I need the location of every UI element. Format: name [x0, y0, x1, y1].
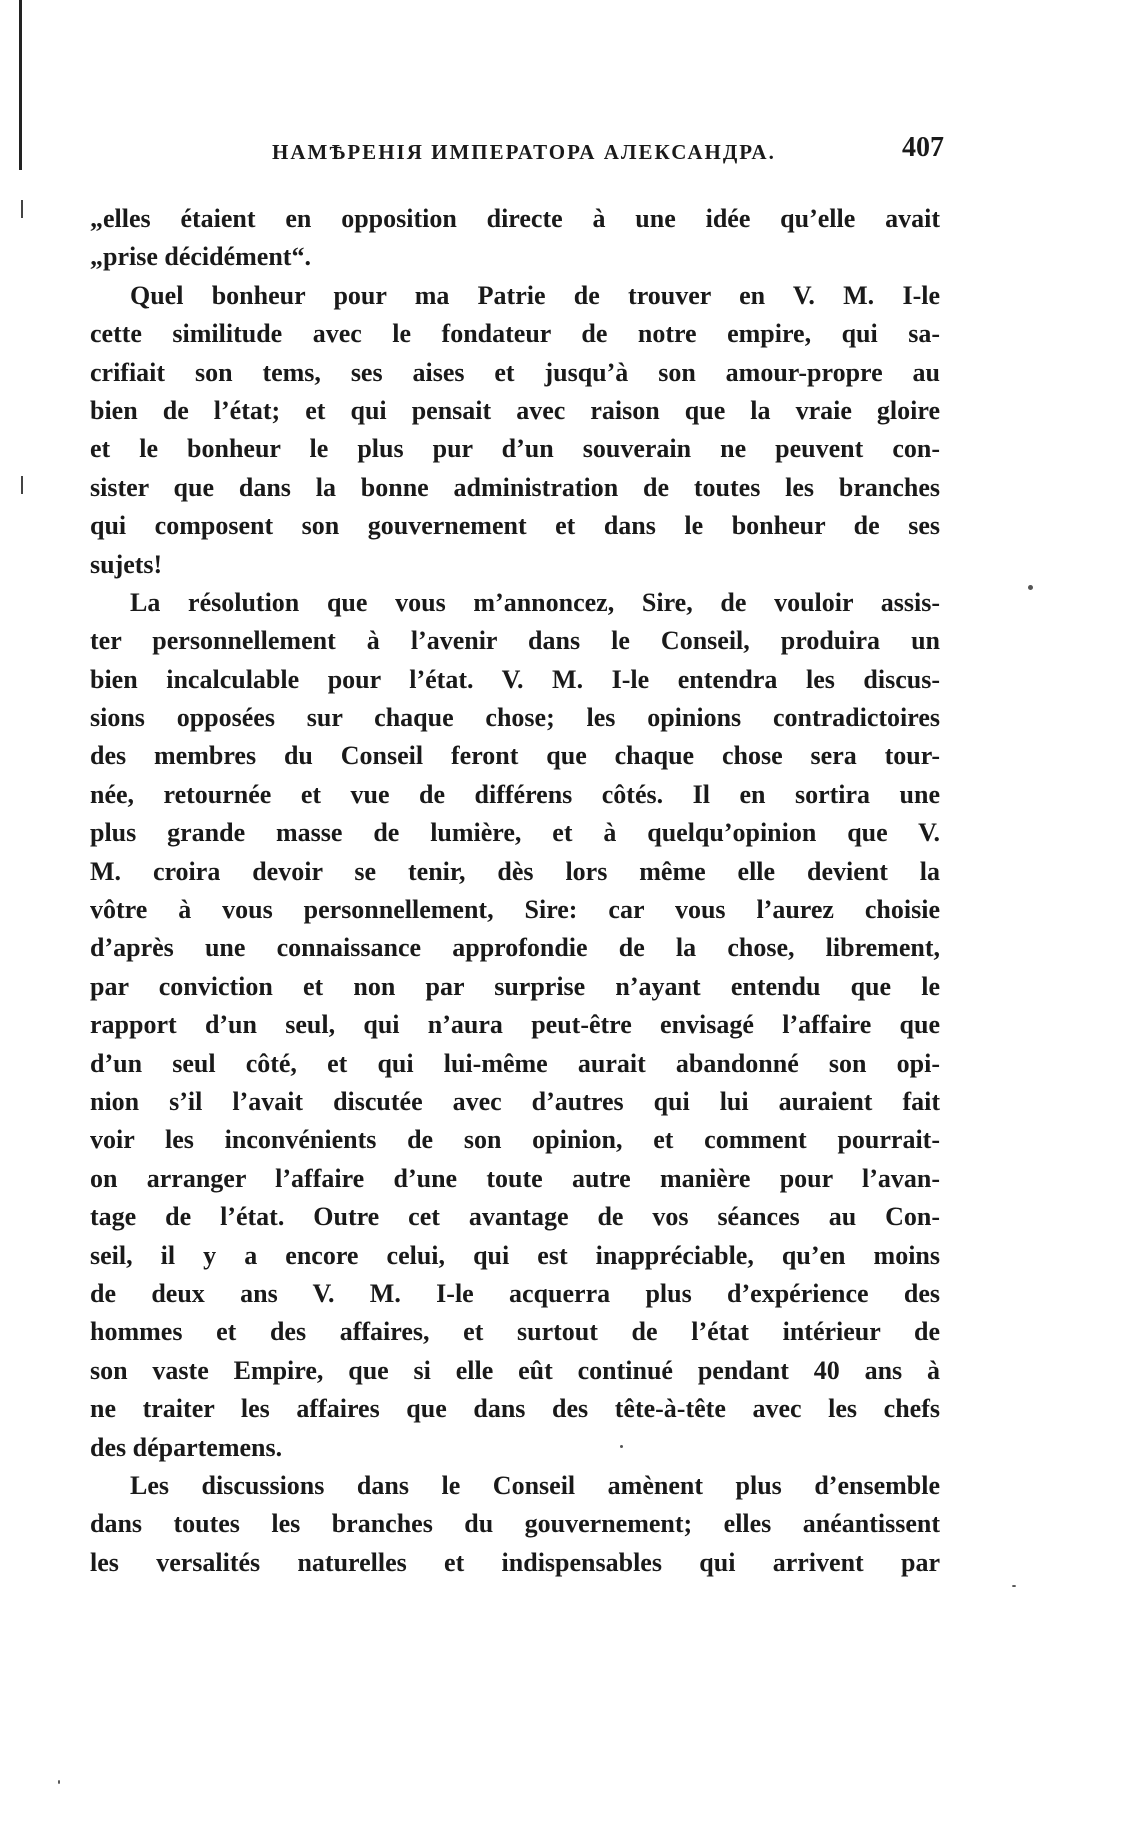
text-line: ne traiter les affaires que dans des tête-à-tête avec les chefs	[90, 1394, 940, 1424]
text-line: voir les inconvénients de son opinion, et comment pourrait-	[90, 1125, 940, 1155]
text-line: dans toutes les branches du gouvernement; elles anéantissent	[90, 1509, 940, 1539]
text-line: seil, il y a encore celui, qui est inappréciable, qu’en moins	[90, 1240, 940, 1270]
text-line: sions opposées sur chaque chose; les opinions contradictoires	[90, 703, 940, 733]
scan-edge-line	[19, 0, 22, 170]
text-line: des membres du Conseil feront que chaque chose sera tour-	[90, 741, 940, 771]
page-number: 407	[902, 132, 944, 163]
text-line: qui composent son gouvernement et dans le bonheur de ses	[90, 511, 940, 541]
text-line: rapport d’un seul, qui n’aura peut-être envisagé l’affaire que	[90, 1010, 940, 1040]
text-line: bien incalculable pour l’état. V. M. I-le entendra les discus-	[90, 664, 940, 694]
text-line: „prise décidément“.	[90, 242, 311, 272]
text-line: M. croira devoir se tenir, dès lors même elle devient la	[90, 856, 940, 886]
paragraph-first-line: Les discussions dans le Conseil amènent plus d’ensemble	[130, 1470, 940, 1500]
scan-mark	[21, 476, 23, 494]
text-line: née, retournée et vue de différens côtés. Il en sortira une	[90, 779, 940, 809]
scan-speck	[1012, 1585, 1016, 1587]
body-text	[90, 200, 940, 1582]
text-line: on arranger l’affaire d’une toute autre manière pour l’avan-	[90, 1163, 940, 1193]
text-line: bien de l’état; et qui pensait avec raison que la vraie gloire	[90, 395, 940, 425]
text-line: les versalités naturelles et indispensables qui arrivent par	[90, 1547, 940, 1577]
text-line: par conviction et non par surprise n’ayant entendu que le	[90, 971, 940, 1001]
text-line: et le bonheur le plus pur d’un souverain ne peuvent con-	[90, 434, 940, 464]
text-line: tage de l’état. Outre cet avantage de vos séances au Con-	[90, 1202, 940, 1232]
text-line: crifiait son tems, ses aises et jusqu’à son amour-propre au	[90, 357, 940, 387]
text-line: d’un seul côté, et qui lui-même aurait abandonné son opi-	[90, 1048, 940, 1078]
scan-speck	[1028, 585, 1033, 590]
text-line: „elles étaient en opposition directe à une idée qu’elle avait	[90, 204, 940, 233]
text-line: vôtre à vous personnellement, Sire: car vous l’aurez choisie	[90, 895, 940, 925]
paragraph-first-line: Quel bonheur pour ma Patrie de trouver en V. M. I-le	[130, 280, 940, 310]
text-line: plus grande masse de lumière, et à quelqu’opinion que V.	[90, 818, 940, 848]
text-line: de deux ans V. M. I-le acquerra plus d’expérience des	[90, 1278, 940, 1308]
text-line: ter personnellement à l’avenir dans le Conseil, produira un	[90, 626, 940, 656]
text-line: sister que dans la bonne administration de toutes les branches	[90, 472, 940, 502]
text-line: nion s’il l’avait discutée avec d’autres qui lui auraient fait	[90, 1086, 940, 1116]
text-line: d’après une connaissance approfondie de la chose, librement,	[90, 933, 940, 963]
text-line: sujets!	[90, 549, 163, 579]
running-title: НАМѢРЕНІЯ ИМПЕРАТОРА АЛЕКСАНДРА.	[272, 140, 776, 164]
scan-speck	[58, 1780, 60, 1784]
text-line: cette similitude avec le fondateur de notre empire, qui sa-	[90, 319, 940, 349]
scan-speck	[620, 1445, 623, 1448]
scan-mark	[21, 200, 23, 218]
text-line: hommes et des affaires, et surtout de l’état intérieur de	[90, 1317, 940, 1347]
paragraph-first-line: La résolution que vous m’annoncez, Sire, de vouloir assis-	[130, 587, 940, 617]
text-line: des départemens.	[90, 1432, 283, 1462]
page-header	[272, 132, 944, 172]
text-line: son vaste Empire, que si elle eût continué pendant 40 ans à	[90, 1355, 940, 1385]
